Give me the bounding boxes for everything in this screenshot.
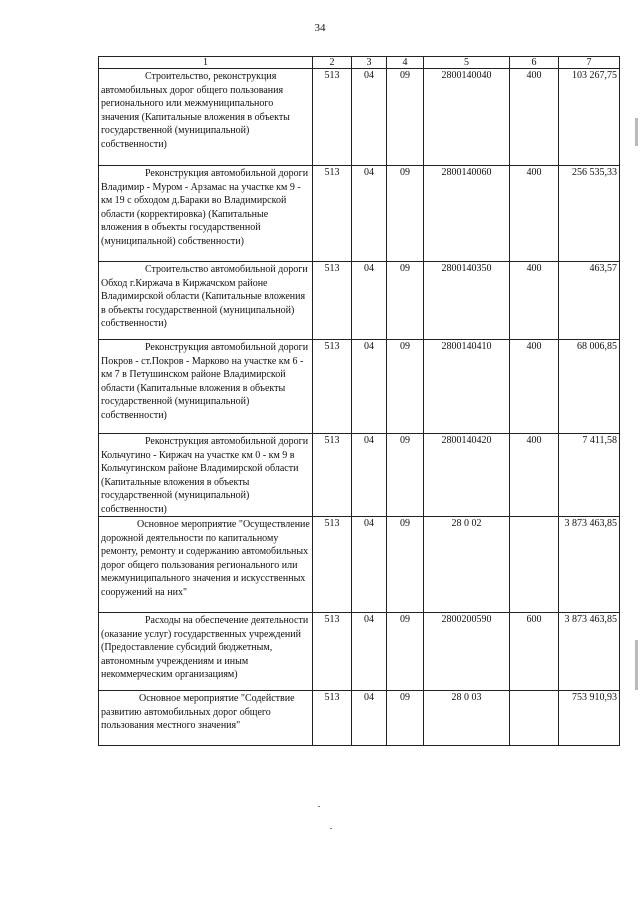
section-code: 04: [352, 691, 387, 746]
expense-type-code: 400: [510, 166, 559, 262]
scan-edge-mark: [635, 640, 638, 690]
column-header: 2: [313, 57, 352, 69]
subsection-code: 09: [387, 262, 424, 340]
expense-name: Основное мероприятие "Содействие развитию автомобильных дорог общего пользования местного значения": [101, 693, 295, 731]
section-code: 04: [352, 340, 387, 434]
expense-name: Расходы на обеспечение деятельности (оказание услуг) государственных учреждений (Предоставление субсидий бюджетным, автономным учреждениям и иным некоммерческим организациям): [101, 615, 309, 680]
expense-type-code: 400: [510, 434, 559, 517]
expense-name: Реконструкция автомобильной дороги Владимир - Муром - Арзамас на участке км 9 - км 19 с обходом д.Бараки во Владимирской области (корректировка) (Капитальные вложения в объекты государственной (муниципальной) собственности): [101, 168, 309, 247]
section-code: 04: [352, 69, 387, 166]
expense-name-cell: [99, 691, 313, 746]
ministry-code: 513: [313, 69, 352, 166]
amount: 7 411,58: [559, 434, 620, 517]
table-row: [99, 691, 620, 746]
expense-name-cell: [99, 517, 313, 613]
target-article-code: 2800140410: [424, 340, 510, 434]
expense-name: Строительство, реконструкция автомобильных дорог общего пользования регионального или межмуниципального значения (Капитальные вложения в объекты государственной (муниципальной) собственности): [101, 71, 290, 150]
expense-name: Реконструкция автомобильной дороги Покров - ст.Покров - Марково на участке км 6 - км 7 в Петушинском районе Владимирской области (Капитальные вложения в объекты государственной (муниципальной) собственности): [101, 342, 309, 421]
target-article-code: 2800200590: [424, 613, 510, 691]
subsection-code: 09: [387, 517, 424, 613]
expense-name-cell: [99, 69, 313, 166]
expense-name-cell: [99, 434, 313, 517]
table-row: [99, 613, 620, 691]
expense-type-code: 400: [510, 262, 559, 340]
target-article-code: 2800140420: [424, 434, 510, 517]
amount: 463,57: [559, 262, 620, 340]
table-row: [99, 517, 620, 613]
column-header: 5: [424, 57, 510, 69]
table-row: [99, 262, 620, 340]
ministry-code: 513: [313, 166, 352, 262]
subsection-code: 09: [387, 340, 424, 434]
subsection-code: 09: [387, 69, 424, 166]
expense-name-cell: [99, 340, 313, 434]
expense-name-cell: [99, 262, 313, 340]
amount: 3 873 463,85: [559, 613, 620, 691]
section-code: 04: [352, 262, 387, 340]
target-article-code: 2800140040: [424, 69, 510, 166]
table-row: [99, 434, 620, 517]
expense-name: Основное мероприятие "Осуществление дорожной деятельности по капитальному ремонту, ремонту и содержанию автомобильных дорог общего пользования регионального или межмуниципального значения и искусственных сооружений на них": [101, 519, 310, 598]
target-article-code: 2800140350: [424, 262, 510, 340]
table-row: [99, 69, 620, 166]
expense-type-code: [510, 517, 559, 613]
ministry-code: 513: [313, 434, 352, 517]
ministry-code: 513: [313, 691, 352, 746]
subsection-code: 09: [387, 434, 424, 517]
expense-type-code: 400: [510, 340, 559, 434]
ministry-code: 513: [313, 613, 352, 691]
page-number: 34: [314, 22, 326, 34]
expense-name: Реконструкция автомобильной дороги Кольчугино - Киржач на участке км 0 - км 9 в Кольчугинском районе Владимирской области (Капитальные вложения в объекты государственной (муниципальной) собственности): [101, 436, 309, 515]
amount: 753 910,93: [559, 691, 620, 746]
section-code: 04: [352, 517, 387, 613]
column-header: 4: [387, 57, 424, 69]
amount: 103 267,75: [559, 69, 620, 166]
section-code: 04: [352, 434, 387, 517]
target-article-code: 28 0 02: [424, 517, 510, 613]
table-row: [99, 166, 620, 262]
table-header-row: [99, 57, 620, 69]
column-header: 6: [510, 57, 559, 69]
ministry-code: 513: [313, 262, 352, 340]
section-code: 04: [352, 166, 387, 262]
subsection-code: 09: [387, 613, 424, 691]
section-code: 04: [352, 613, 387, 691]
scan-edge-mark: [635, 118, 638, 146]
amount: 256 535,33: [559, 166, 620, 262]
amount: 3 873 463,85: [559, 517, 620, 613]
scan-speck: [318, 806, 320, 807]
expense-type-code: 400: [510, 69, 559, 166]
subsection-code: 09: [387, 691, 424, 746]
ministry-code: 513: [313, 340, 352, 434]
subsection-code: 09: [387, 166, 424, 262]
target-article-code: 28 0 03: [424, 691, 510, 746]
budget-table: [98, 56, 620, 746]
table-row: [99, 340, 620, 434]
column-header: 1: [99, 57, 313, 69]
expense-name-cell: [99, 166, 313, 262]
ministry-code: 513: [313, 517, 352, 613]
expense-name-cell: [99, 613, 313, 691]
column-header: 7: [559, 57, 620, 69]
amount: 68 006,85: [559, 340, 620, 434]
target-article-code: 2800140060: [424, 166, 510, 262]
expense-type-code: [510, 691, 559, 746]
scan-speck: [330, 828, 332, 829]
column-header: 3: [352, 57, 387, 69]
expense-type-code: 600: [510, 613, 559, 691]
expense-name: Строительство автомобильной дороги Обход г.Киржача в Киржачском районе Владимирской области (Капитальные вложения в объекты государственной (муниципальной) собственности): [101, 264, 308, 329]
